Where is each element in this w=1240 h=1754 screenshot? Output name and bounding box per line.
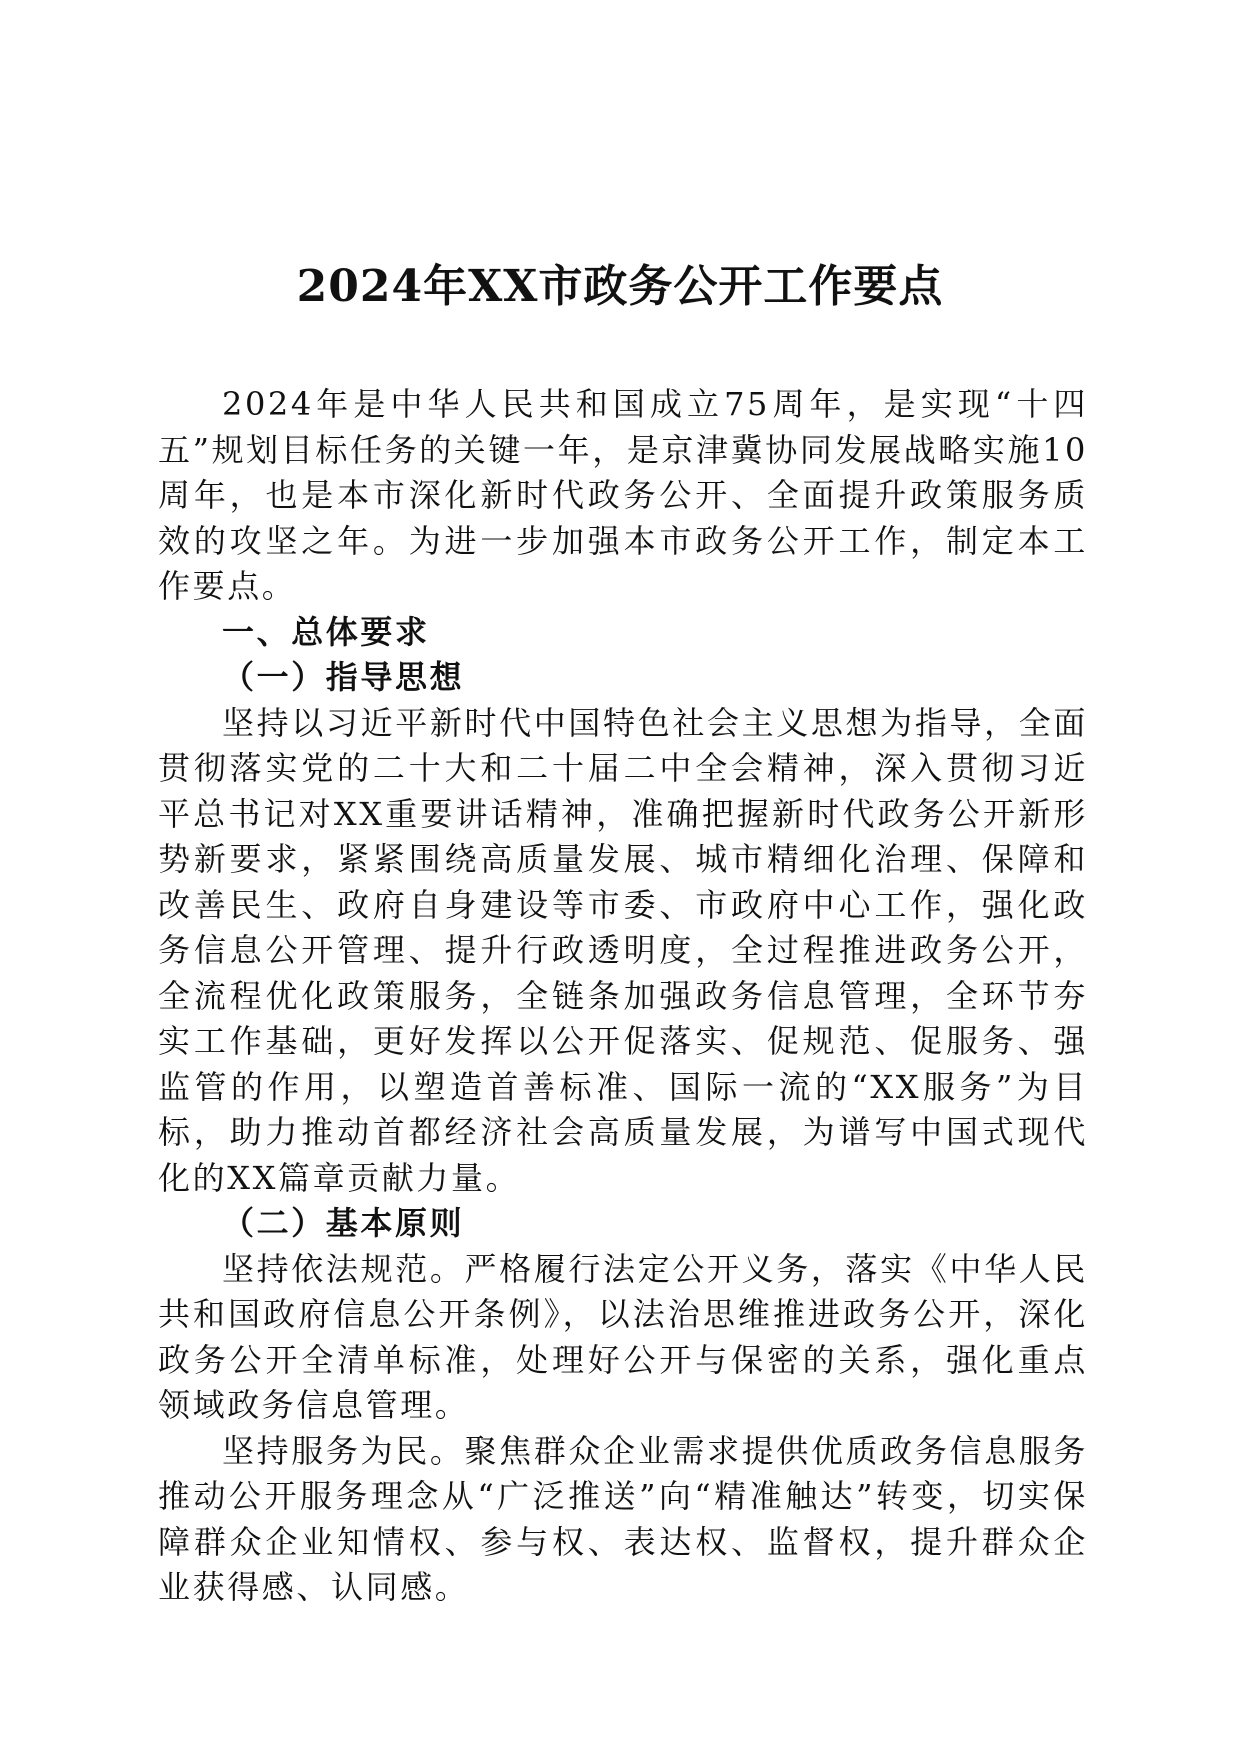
section-heading-overall-requirements: 一、总体要求 (222, 612, 430, 651)
document-title: 2024年XX市政务公开工作要点 (296, 261, 944, 312)
principle-service-paragraph: 坚持服务为民。聚焦群众企业需求提供优质政务信息服务推动公开服务理念从“广泛推送”向“精准触达”转变，切实保障群众企业知情权、参与权、表达权、监督权，提升群众企业获得感、认同感。 (158, 1431, 1088, 1606)
principle-law-paragraph: 坚持依法规范。严格履行法定公开义务，落实《中华人民共和国政府信息公开条例》，以法治思维推进政务公开，深化政务公开全清单标准，处理好公开与保密的关系，强化重点领域政务信息管理。 (158, 1249, 1088, 1424)
subsection-heading-basic-principles: （二）基本原则 (222, 1204, 465, 1242)
document-body (158, 382, 1088, 1611)
intro-paragraph: 2024年是中华人民共和国成立75周年，是实现“十四五”规划目标任务的关键一年，是京津冀协同发展战略实施10周年，也是本市深化新时代政务公开、全面提升政策服务质效的攻坚之年。为进一步加强本市政务公开工作，制定本工作要点。 (158, 385, 1088, 605)
subsection-heading-guiding-thought: （一）指导思想 (222, 658, 465, 696)
guiding-thought-paragraph: 坚持以习近平新时代中国特色社会主义思想为指导，全面贯彻落实党的二十大和二十届二中全会精神，深入贯彻习近平总书记对XX重要讲话精神，准确把握新时代政务公开新形势新要求，紧紧围绕高质量发展、城市精细化治理、保障和改善民生、政府自身建设等市委、市政府中心工作，强化政务信息公开管理、提升行政透明度，全过程推进政务公开，全流程优化政策服务，全链条加强政务信息管理，全环节夯实工作基础，更好发挥以公开促落实、促规范、促服务、强监管的作用，以塑造首善标准、国际一流的“XX服务”为目标，助力推动首都经济社会高质量发展，为谱写中国式现代化的XX篇章贡献力量。 (158, 703, 1088, 1197)
